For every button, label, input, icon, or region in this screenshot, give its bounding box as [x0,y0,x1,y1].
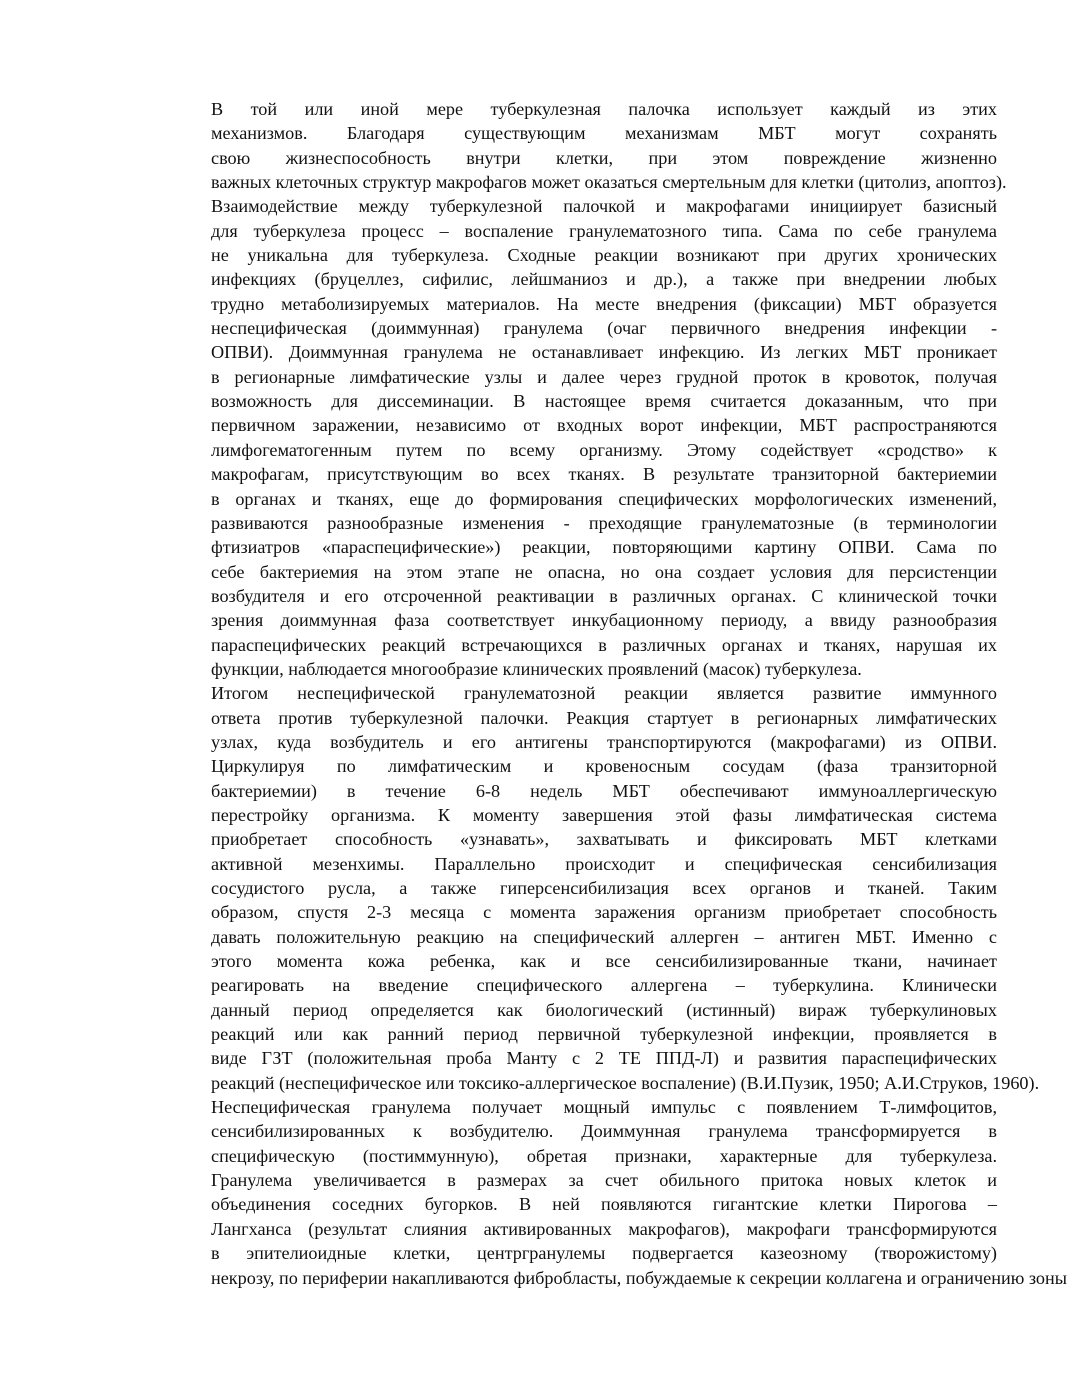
text-line: приобретает способность «узнавать», захватывать и фиксировать МБТ клетками [211,829,997,850]
text-line: В той или иной мере туберкулезная палочка использует каждый из этих [211,99,997,119]
text-line: параспецифических реакций встречающихся в различных органах и тканях, нарушая их [211,634,997,655]
text-line: сенсибилизированных к возбудителю. Доиммунная гранулема трансформируется в [211,1121,997,1142]
text-line: свою жизнеспособность внутри клетки, при этом повреждение жизненно [211,147,997,168]
text-line: Итогом неспецифической гранулематозной реакции является развитие иммунного [211,683,997,704]
text-line: функции, наблюдается многообразие клинических проявлений (масок) туберкулеза. [211,658,862,679]
text-line: инфекциях (бруцеллез, сифилис, лейшманиоз и др.), а также при внедрении любых [211,269,997,290]
text-line: виде ГЗТ (положительная проба Манту с 2 ТЕ ППД-Л) и развития параспецифических [211,1048,997,1069]
text-line: узлах, куда возбудитель и его антигены транспортируются (макрофагами) из ОПВИ. [211,731,997,752]
text-line: в эпителиоидные клетки, центргранулемы подвергается казеозному (творожистому) [211,1243,997,1264]
text-line: Гранулема увеличивается в размерах за счет обильного притока новых клеток и [211,1170,997,1191]
text-line: в органах и тканях, еще до формирования специфических морфологических изменений, [211,488,997,509]
text-line: Взаимодействие между туберкулезной палочкой и макрофагами инициирует базисный [211,196,997,217]
text-line: возможность для диссеминации. В настоящее время считается доказанным, что при [211,391,997,412]
text-line: реакций или как ранний период первичной туберкулезной инфекции, проявляется в [211,1024,997,1045]
text-line: бактериемии) в течение 6-8 недель МБТ обеспечивают иммуноаллергическую [211,780,997,801]
text-line: зрения доиммунная фаза соответствует инкубационному периоду, а ввиду разнообразия [211,610,997,631]
text-line: в регионарные лимфатические узлы и далее через грудной проток в кровоток, получая [211,366,997,387]
text-line: реагировать на введение специфического аллергена – туберкулина. Клинически [211,975,997,996]
text-line: лимфогематогенным путем по всему организму. Этому содействует «сродство» к [211,439,997,460]
text-line: макрофагам, присутствующим во всех тканях. В результате транзиторной бактериемии [211,464,997,485]
paragraph-1 [149,97,1007,194]
text-line: первичном заражении, независимо от входных ворот инфекции, МБТ распространяются [211,415,997,436]
text-line: сосудистого русла, а также гиперсенсибилизация всех органов и тканей. Таким [211,878,997,898]
paragraph-3 [149,681,1040,1095]
text-line: специфическую (постиммунную), обретая признаки, характерные для туберкулеза. [211,1145,997,1166]
text-line: важных клеточных структур макрофагов может оказаться смертельным для клетки (цитолиз, апоптоз). [211,172,1007,193]
text-line: не уникальна для туберкулеза. Сходные реакции возникают при других хронических [211,245,997,266]
text-line: ответа против туберкулезной палочки. Реакция стартует в регионарных лимфатических [211,707,997,728]
text-line: некрозу, по периферии накапливаются фибробласты, побуждаемые к секреции коллагена и ограничению зоны [211,1267,1067,1288]
text-line: образом, спустя 2-3 месяца с момента заражения организм приобретает способность [211,902,997,923]
text-line: Циркулируя по лимфатическим и кровеносным сосудам (фаза транзиторной [211,756,997,777]
text-line: себе бактериемия на этом этапе не опасна, но она создает условия для персистенции [211,561,997,582]
text-line: реакций (неспецифическое или токсико-аллергическое воспаление) (В.И.Пузик, 1950; А.И.Струков, 1960). [211,1072,1040,1093]
text-line: объединения соседних бугорков. В ней появляются гигантские клетки Пирогова – [211,1194,997,1215]
paragraph-2 [149,194,997,681]
document-page [149,97,1067,1290]
text-line: активной мезенхимы. Параллельно происходит и специфическая сенсибилизация [211,853,997,874]
text-line: возбудителя и его отсроченной реактивации в различных органах. С клинической точки [211,585,997,606]
text-line: трудно метаболизируемых материалов. На месте внедрения (фиксации) МБТ образуется [211,293,997,314]
text-line: Неспецифическая гранулема получает мощный импульс с появлением Т-лимфоцитов, [211,1097,997,1118]
text-line: механизмов. Благодаря существующим механизмам МБТ могут сохранять [211,123,997,144]
text-line: развиваются разнообразные изменения - преходящие гранулематозные (в терминологии [211,512,997,533]
text-line: для туберкулеза процесс – воспаление гранулематозного типа. Сама по себе гранулема [211,220,997,241]
text-line: фтизиатров «параспецифические») реакции, повторяющими картину ОПВИ. Сама по [211,537,997,558]
text-line: этого момента кожа ребенка, как и все сенсибилизированные ткани, начинает [211,951,997,972]
text-line: ОПВИ). Доиммунная гранулема не останавливает инфекцию. Из легких МБТ проникает [211,342,997,363]
text-line: перестройку организма. К моменту завершения этой фазы лимфатическая система [211,804,997,825]
text-line: неспецифическая (доиммунная) гранулема (очаг первичного внедрения инфекции - [211,318,997,339]
text-line: давать положительную реакцию на специфический аллерген – антиген МБТ. Именно с [211,926,997,947]
text-line: данный период определяется как биологический (истинный) вираж туберкулиновых [211,999,997,1020]
paragraph-4 [149,1095,1067,1290]
text-line: Лангханса (результат слияния активированных макрофагов), макрофаги трансформируются [211,1218,997,1239]
